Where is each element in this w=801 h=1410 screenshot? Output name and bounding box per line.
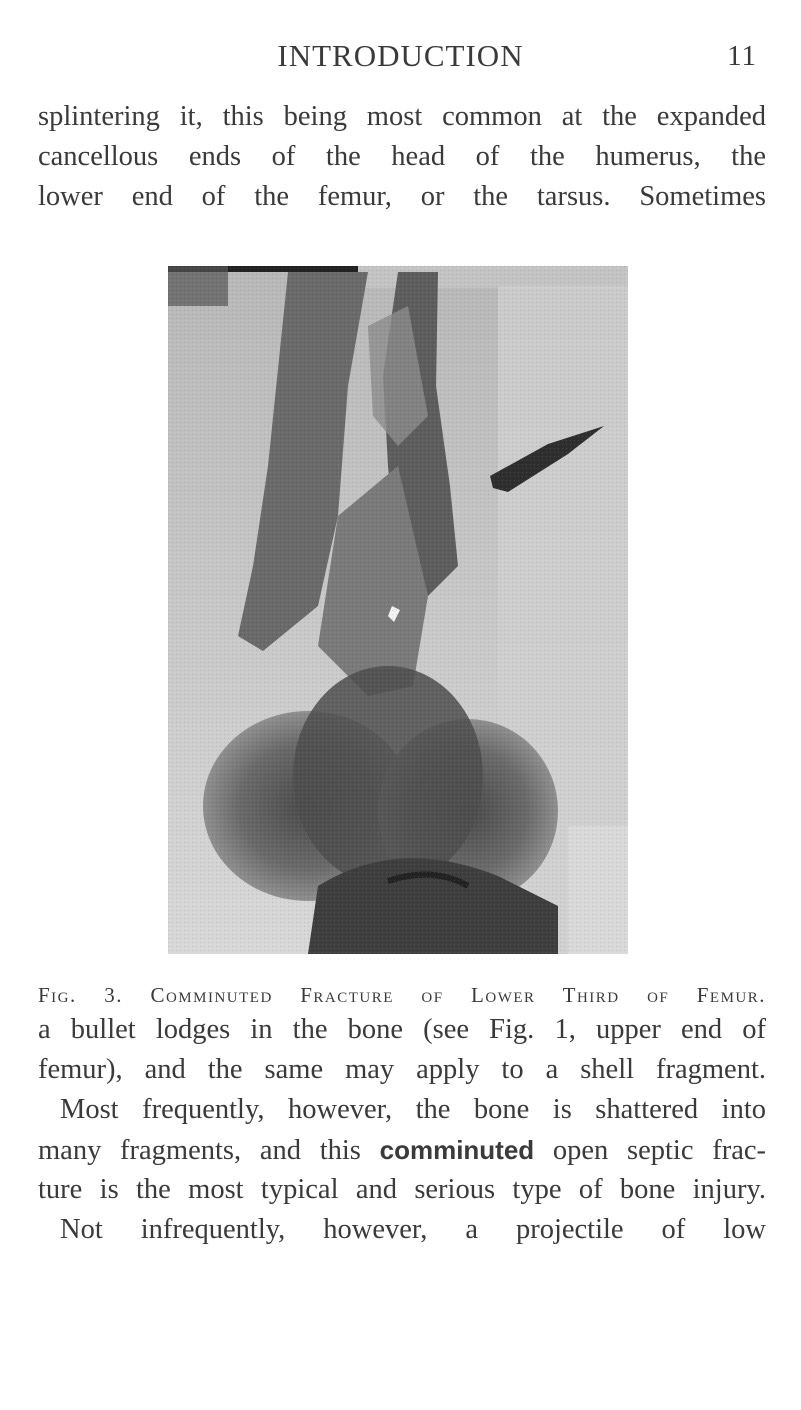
text-line: cancellous ends of the head of the humerus, the — [38, 141, 766, 172]
bold-term: comminuted — [379, 1135, 535, 1165]
text-line-bold — [38, 1130, 766, 1170]
text-line: splintering it, this being most common at the expanded — [38, 101, 766, 132]
paragraph-top — [38, 97, 766, 217]
xray-image — [168, 266, 628, 954]
page-number: 11 — [727, 40, 757, 72]
running-head: INTRODUCTION — [277, 38, 524, 73]
text-line: lower end of the femur, or the tarsus. Sometimes — [38, 181, 766, 212]
figure-caption: Fig. 3. Comminuted Fracture of Lower Third of Femur. — [38, 983, 766, 1007]
text-fragment: many fragments, and this — [38, 1135, 380, 1166]
text-line: Not infrequently, however, a projectile of low — [60, 1214, 766, 1245]
page-header — [0, 38, 801, 84]
text-line: Most frequently, however, the bone is shattered into — [60, 1094, 766, 1125]
paragraph-bottom — [38, 1010, 766, 1250]
text-line: ture is the most typical and serious type of bone injury. — [38, 1174, 766, 1205]
text-line: a bullet lodges in the bone (see Fig. 1, upper end of — [38, 1014, 766, 1045]
xray-figure — [168, 266, 628, 954]
text-fragment: open septic frac- — [534, 1135, 766, 1166]
text-line: femur), and the same may apply to a shell fragment. — [38, 1054, 766, 1085]
